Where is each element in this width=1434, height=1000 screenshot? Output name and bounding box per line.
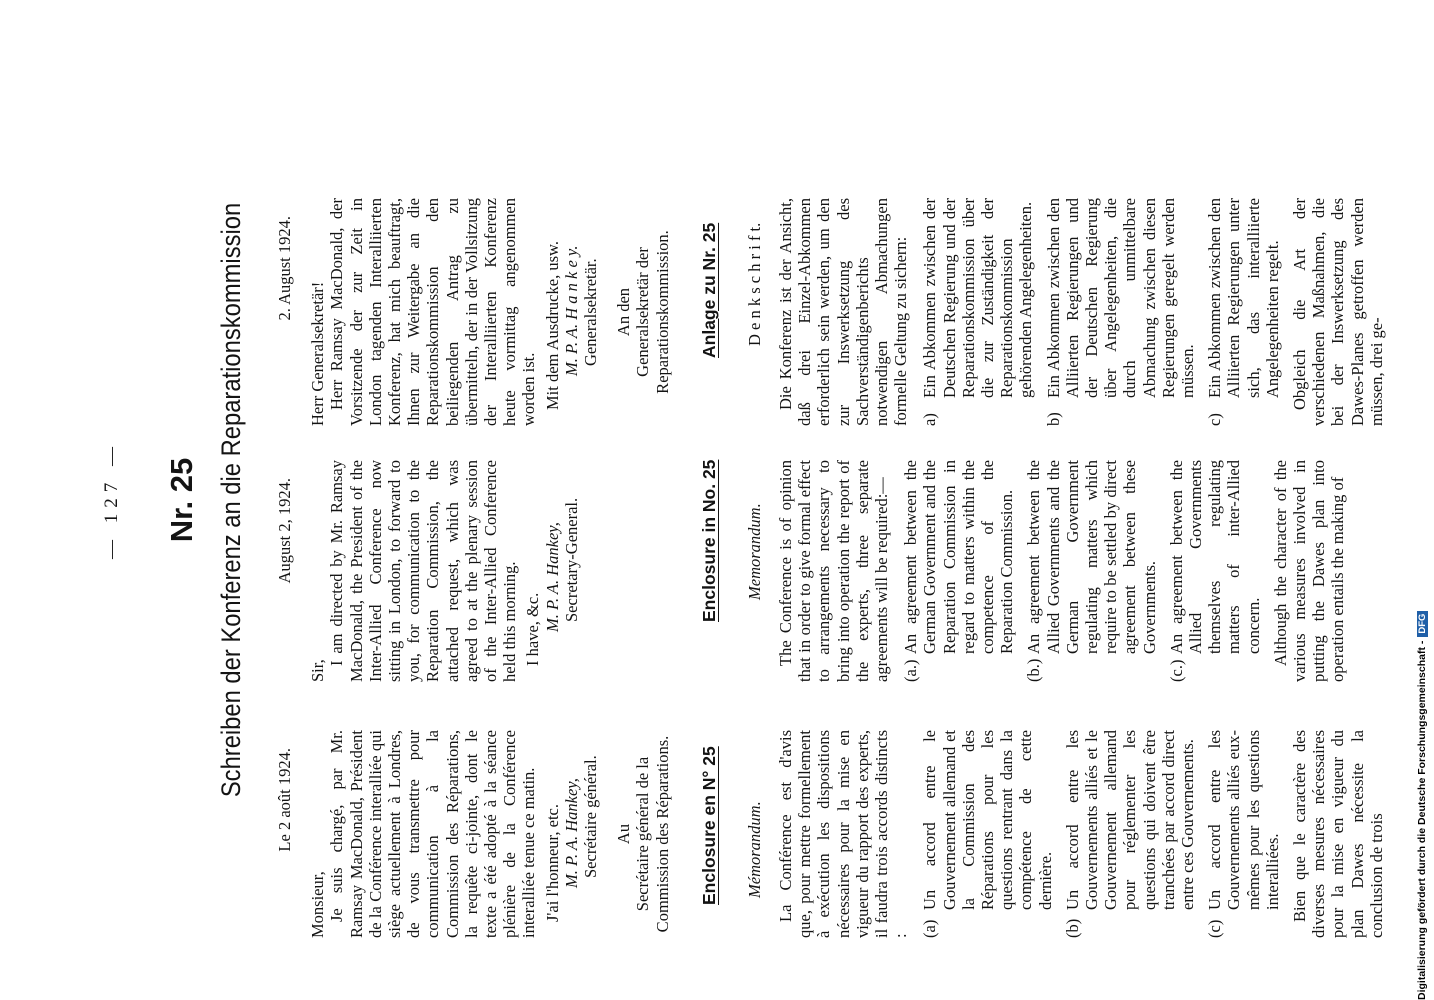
memo-intro: La Conférence est d'avis que, pour mettre formellement à exécution les dispositions nécessaires pour la mise en vigueur du rapport des experts, il faudra trois accords distincts : — [776, 730, 911, 938]
memo-agreements-list — [920, 730, 1282, 938]
address-line: Commission des Réparations. — [652, 735, 672, 933]
list-item — [1167, 460, 1263, 682]
list-item — [920, 730, 1054, 938]
memo-intro: Die Konferenz ist der Ansicht, daß drei Einzel-Abkommen erforderlich sein werden, um den zur Inswerksetzung des Sachverständigenberichts notwendigen Abmachungen formelle Geltung zu sichern: — [776, 198, 911, 426]
letter-closing: I have, &c. — [523, 592, 543, 666]
letter-date: 2. August 1924. — [275, 216, 294, 321]
memo-final-paragraph: Although the character of the various measures involved in putting the Dawes plan into operation entails the making of — [1270, 460, 1348, 682]
document-title: Schreiben der Konferenz an die Reparationskommission — [216, 202, 246, 798]
item-label: (b) — [1062, 918, 1082, 938]
item-text: An agreement between the German Government and the Reparation Commission in regard to matters within the competence of the Reparation Commission. — [901, 460, 1017, 654]
memo-title-german: D e n k s c h r i f t. — [745, 222, 764, 346]
list-item — [1205, 198, 1282, 426]
document-number: Nr. 25 — [164, 457, 199, 543]
item-label: (c) — [1205, 919, 1225, 938]
item-label: (c.) — [1166, 659, 1186, 682]
memo-final-paragraph: Bien que le caractère des diverses mesures nécessaires pour la mise en vigueur du plan Dawes nécessite la conclusion de trois — [1290, 730, 1386, 938]
letter-address — [614, 198, 672, 426]
letter-body: I am directed by Mr. Ramsay MacDonald, the President of the Inter-Allied Conference now sitting in London, to forward to you, for communication to the Reparation Commission, the attached request, which was agreed to at the plenary session of the Inter-Allied Conference held this morning. — [327, 460, 520, 682]
address-line: Reparationskommission. — [652, 230, 672, 394]
letter-closing: Mit dem Ausdrucke, usw. — [542, 241, 562, 410]
item-label: b) — [1043, 412, 1063, 426]
memo-agreements-list — [901, 460, 1263, 682]
dfg-logo: DFG — [1417, 611, 1428, 637]
address-line: Generalsekretär der — [633, 247, 653, 377]
item-label: (a.) — [901, 659, 921, 682]
memo-title-english: Memorandum. — [745, 503, 764, 600]
letter-signature-role: Secretary-General. — [561, 497, 581, 622]
list-item — [1024, 460, 1158, 682]
item-text: An agreement between the Allied Governments and the German Government regulating matters which require to be settled by direct agreement between these Governments. — [1024, 460, 1159, 654]
enclosure-heading-english: Enclosure in No. 25 — [699, 459, 719, 622]
item-text: Un accord entre le Gouvernement allemand et la Commission des Réparations pour les questions rentrant dans la compétence de cette dernière. — [920, 730, 1055, 910]
list-item — [1044, 198, 1198, 426]
memo-final-paragraph: Obgleich die Art der verschiedenen Maßnahmen, die bei der Inswerksetzung des Dawes-Planes getroffen werden müssen, drei ge- — [1290, 198, 1386, 426]
list-item — [1063, 730, 1197, 938]
address-line: Au — [614, 823, 634, 845]
memorandum-french — [776, 730, 1386, 938]
item-label: a) — [920, 413, 940, 426]
letter-english — [275, 460, 581, 682]
item-text: Ein Abkommen zwischen den Alliierten Regierungen unter sich, das interalliierte Angelegenheiten regelt. — [1205, 198, 1282, 398]
letter-signature: M. P. A. Hankey, — [561, 778, 581, 888]
address-line: Secrétaire général de la — [633, 756, 653, 912]
address-line: An den — [614, 287, 634, 337]
letter-signature-role: Secrétaire général. — [581, 755, 601, 878]
letter-salutation: Sir, — [308, 659, 328, 682]
letter-signature-role: Generalsekretär. — [581, 258, 601, 366]
item-label: c) — [1205, 413, 1225, 426]
memo-agreements-list — [920, 198, 1282, 426]
list-item — [901, 460, 1016, 682]
item-text: An agreement between the Allied Governments themselves regulating matters of inter-Allied concern. — [1166, 460, 1263, 654]
item-text: Un accord entre les Gouvernements alliés et le Gouvernement allemand pour réglementer les questions qui doivent être tranchées par accord direct entre ces Gouvernements. — [1062, 730, 1198, 910]
list-item — [1205, 730, 1282, 938]
item-text: Ein Abkommen zwischen den Alliierten Regierungen und der Deutschen Regierung über Angelegenheiten, die durch unmittelbare Abmachung zwischen diesen Regierungen geregelt werden müssen. — [1043, 198, 1198, 398]
letter-salutation: Herr Generalsekretär! — [308, 281, 328, 426]
enclosure-heading-german: Anlage zu Nr. 25 — [699, 222, 719, 358]
letter-address — [614, 730, 672, 938]
letter-salutation: Monsieur, — [308, 871, 328, 938]
memo-intro: The Conference is of opinion that in order to give formal effect to arrangements necessary to bring into operation the report of the experts, three separate agreements will be required:— — [776, 460, 892, 682]
page-number: — 127 — — [101, 441, 122, 559]
letter-date: August 2, 1924. — [275, 478, 294, 584]
letter-body: Je suis chargé, par Mr. Ramsay MacDonald, Président de la Conférence interalliée qui siège actuellement à Londres, de vous transmettre pour communication à la Commission des Réparations, la requête ci-jointe, dont le texte a été adopté à la séance plénière de la Conférence interalliée tenue ce matin. — [327, 730, 539, 938]
enclosure-heading-french: Enclosure en N° 25 — [699, 746, 719, 905]
memorandum-english — [776, 460, 1348, 682]
letter-date: Le 2 août 1924. — [275, 748, 294, 852]
digitization-notice — [1416, 0, 1430, 1000]
letter-signature: M. P. A. Hankey, — [542, 522, 562, 632]
item-label: (b.) — [1024, 658, 1044, 682]
digitization-text: Digitalisierung gefördert durch die Deutsche Forschungsgemeinschaft - — [1416, 640, 1428, 1000]
letter-french — [275, 730, 672, 938]
list-item — [920, 198, 1035, 426]
letter-signature: M. P. A. H a n k e y. — [561, 245, 581, 376]
letter-german — [275, 198, 672, 426]
item-label: (a) — [920, 919, 940, 938]
letter-body: Herr Ramsay MacDonald, der Vorsitzende der zur Zeit in London tagenden Interalliierten Konferenz, hat mich beauftragt, Ihnen zur Weitergabe an die Reparationskommission den beiliegenden Antrag zu übermitteln, der in der Vollsitzung der Interalliierten Konferenz heute vormittag angenommen worden ist. — [327, 198, 539, 426]
item-text: Ein Abkommen zwischen der Deutschen Regierung und der Reparationskommission über die zur Zuständigkeit der Reparationskommission gehörenden Angelegenheiten. — [920, 198, 1036, 398]
item-text: Un accord entre les Gouvernements alliés eux-mêmes pour les questions interalliées. — [1205, 730, 1282, 910]
memorandum-german — [776, 198, 1386, 426]
memo-title-french: Mémorandum. — [745, 801, 764, 898]
letter-closing: J'ai l'honneur, etc. — [542, 804, 562, 922]
